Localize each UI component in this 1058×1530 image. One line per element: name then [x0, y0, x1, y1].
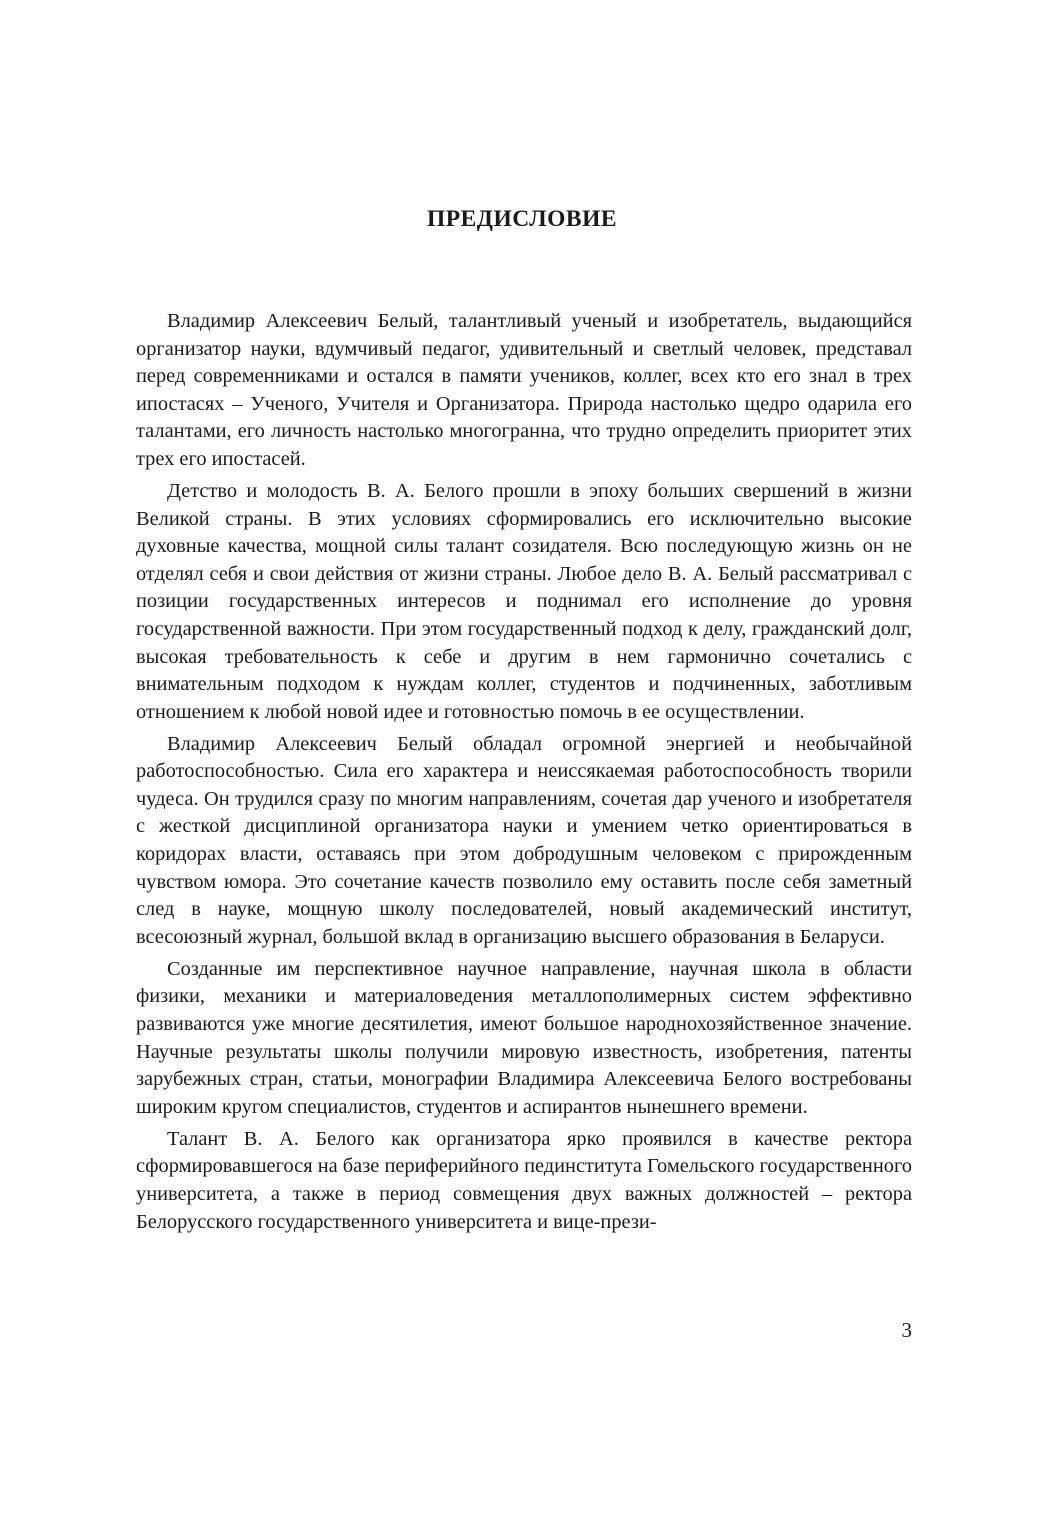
paragraph: Владимир Алексеевич Белый, талантливый ученый и изобретатель, выдающийся организатор науки, вдумчивый педагог, удивительный и светлый человек, представал перед современниками и остался в памяти учеников, коллег, всех кто его знал в трех ипостасях – Ученого, Учителя и Организатора. Природа настолько щедро одарила его талантами, его личность настолько многогранна, что трудно определить приоритет этих трех его ипостасей. — [136, 310, 912, 470]
paragraph: Детство и молодость В. А. Белого прошли в эпоху больших свершений в жизни Великой страны. В этих условиях сформировались его исключительно высокие духовные качества, мощной силы талант созидателя. Всю последующую жизнь он не отделял себя и свои действия от жизни страны. Любое дело В. А. Белый рассматривал с позиции государственных интересов и поднимал его исполнение до уровня государственной важности. При этом государственный подход к делу, гражданский долг, высокая требовательность к себе и другим в нем гармонично сочетались с внимательным подходом к нуждам коллег, студентов и подчиненных, заботливым отношением к любой новой идее и готовностью помочь в ее осуществлении. — [136, 479, 912, 723]
body-text — [136, 308, 912, 1241]
page-number: 3 — [901, 1318, 912, 1342]
paragraph: Владимир Алексеевич Белый обладал огромной энергией и необычайной работоспособностью. Сила его характера и неиссякаемая работоспособность творили чудеса. Он трудился сразу по многим направлениям, сочетая дар ученого и изобретателя с жесткой дисциплиной организатора науки и умением четко ориентироваться в коридорах власти, оставаясь при этом добродушным человеком с прирожденным чувством юмора. Это сочетание качеств позволило ему оставить после себя заметный след в науке, мощную школу последователей, новый академический институт, всесоюзный журнал, большой вклад в организацию высшего образования в Беларуси. — [136, 732, 912, 948]
paragraph: Созданные им перспективное научное направление, научная школа в области физики, механики и материаловедения металлополимерных систем эффективно развиваются уже многие десятилетия, имеют большое народнохозяйственное значение. Научные результаты школы получили мировую известность, изобретения, патенты зарубежных стран, статьи, монографии Владимира Алексеевича Белого востребованы широким кругом специалистов, студентов и аспирантов нынешнего времени. — [136, 957, 912, 1118]
page-title: ПРЕДИСЛОВИЕ — [426, 206, 618, 232]
paragraph: Талант В. А. Белого как организатора ярко проявился в качестве ректора сформировавшегося на базе периферийного пединститута Гомельского государственного университета, а также в период совмещения двух важных должностей – ректора Белорусского государственного университета и вице-прези- — [136, 1127, 912, 1233]
